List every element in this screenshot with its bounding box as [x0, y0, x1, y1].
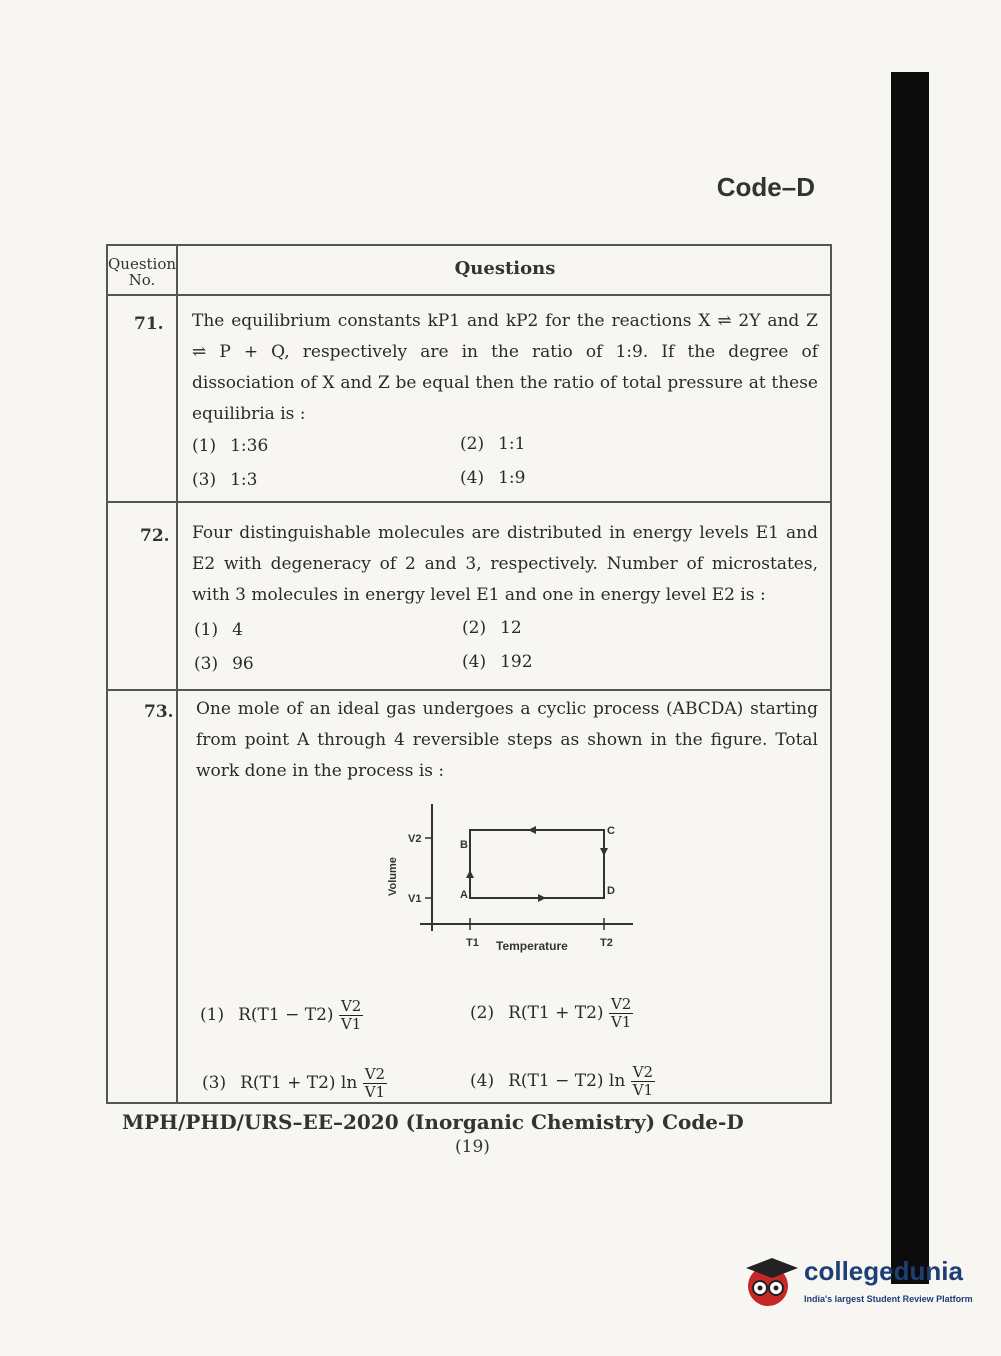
page-number: (19) — [455, 1137, 490, 1157]
collegedunia-logo[interactable] — [742, 1248, 977, 1312]
option: (4) 1:9 — [460, 468, 526, 488]
y-axis-label: Volume — [387, 857, 399, 896]
option: (4) 192 — [462, 652, 533, 672]
option: (4) R(T1 − T2) ln $\frac{V2}{V1}$ — [470, 1063, 654, 1099]
option: (1) 1:36 — [192, 436, 269, 456]
fraction: $\frac{V2}{V1}$ — [364, 1065, 386, 1101]
question-text: One mole of an ideal gas undergoes a cyclic process (ABCDA) starting from point A through 4 reversible steps as shown in the figure. Total work done in the process is : — [196, 699, 818, 781]
arrow-down-icon — [600, 848, 608, 856]
row-divider — [108, 689, 830, 691]
option: (2) R(T1 + T2) $\frac{V2}{V1}$ — [470, 995, 632, 1031]
column-divider — [176, 246, 178, 1102]
questions-table — [106, 244, 832, 1104]
arrow-left-bottom-icon — [538, 894, 546, 902]
mascot-icon — [742, 1252, 800, 1310]
option: (2) 12 — [462, 618, 522, 638]
option: (1) R(T1 − T2) $\frac{V2}{V1}$ — [200, 997, 362, 1033]
question-number: 73. — [144, 702, 174, 722]
option: (1) 4 — [194, 620, 243, 640]
v2-label: V2 — [408, 833, 422, 845]
option: (3) 96 — [194, 654, 254, 674]
option: (2) 1:1 — [460, 434, 526, 454]
question-number: 72. — [140, 526, 170, 546]
logo-tagline: India's largest Student Review Platform — [804, 1294, 973, 1304]
point-a: A — [460, 889, 468, 901]
question-text: Four distinguishable molecules are distributed in energy levels E1 and E2 with degeneracy of 2 and 3, respectively. Number of microstates, with 3 molecules in energy level E1 and one in energy level E2 is : — [192, 523, 818, 605]
option: (3) R(T1 + T2) ln $\frac{V2}{V1}$ — [202, 1065, 386, 1101]
header-questions: Questions — [454, 258, 556, 279]
question-number: 71. — [134, 314, 164, 334]
scan-edge-bar — [891, 72, 929, 1284]
t2-label: T2 — [600, 937, 613, 949]
t1-label: T1 — [466, 937, 479, 949]
header-question-no: Question No. — [108, 255, 177, 289]
fraction: $\frac{V2}{V1}$ — [632, 1063, 654, 1099]
logo-wordmark: collegedunia — [804, 1256, 963, 1286]
arrow-up-icon — [466, 870, 474, 878]
cycle-figure — [378, 796, 648, 966]
fraction: $\frac{V2}{V1}$ — [610, 995, 632, 1031]
x-axis-label: Temperature — [496, 939, 568, 953]
option: (3) 1:3 — [192, 470, 258, 490]
point-c: C — [607, 825, 615, 837]
point-d: D — [607, 885, 615, 897]
arrow-left-icon — [528, 826, 536, 834]
code-label: Code–D — [716, 172, 815, 202]
row-divider — [108, 501, 830, 503]
v1-label: V1 — [408, 893, 422, 905]
cycle-path — [470, 830, 604, 898]
fraction: $\frac{V2}{V1}$ — [340, 997, 362, 1033]
table-header — [108, 246, 830, 296]
question-text: The equilibrium constants kP1 and kP2 for the reactions X ⇌ 2Y and Z ⇌ P + Q, respectively are in the ratio of 1:9. If the degree of dissociation of X and Z be equal then the ratio of total pressure at these equilibria is : — [192, 311, 818, 424]
footer-title: MPH/PHD/URS–EE–2020 (Inorganic Chemistry) Code-D — [122, 1110, 744, 1134]
point-b: B — [460, 839, 468, 851]
